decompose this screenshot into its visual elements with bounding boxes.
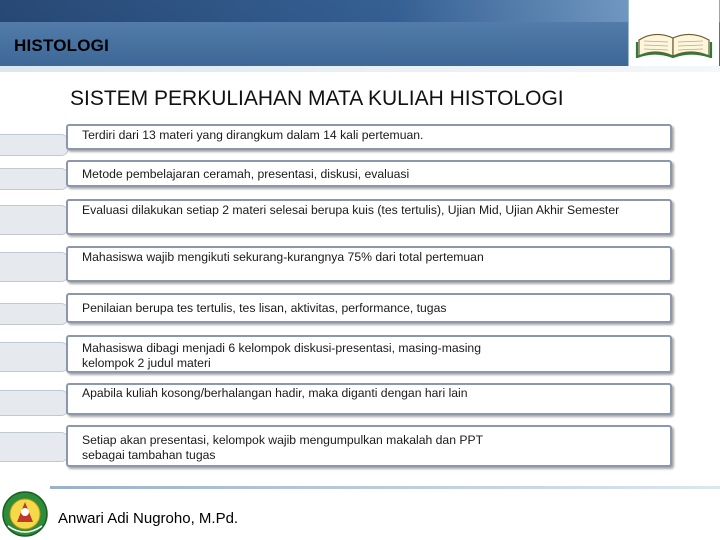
item-tab xyxy=(0,303,69,325)
item-tab xyxy=(0,168,69,190)
item-tab xyxy=(0,342,69,372)
item-tab xyxy=(0,134,69,156)
item-tab xyxy=(0,390,69,416)
list-item-text: Penilaian berupa tes tertulis, tes lisan, aktivitas, performance, tugas xyxy=(82,301,447,315)
item-tab xyxy=(0,432,69,462)
item-tab xyxy=(0,252,69,282)
university-logo-icon xyxy=(0,488,50,538)
footer-author: Anwari Adi Nugroho, M.Pd. xyxy=(58,510,239,527)
header-highlight xyxy=(0,0,720,22)
list-item-text: Metode pembelajaran ceramah, presentasi, diskusi, evaluasi xyxy=(82,167,410,181)
list-item xyxy=(66,160,672,187)
list-item xyxy=(66,124,672,150)
header-title: HISTOLOGI xyxy=(14,36,109,55)
book-logo-box xyxy=(628,0,719,66)
list-item xyxy=(66,383,672,415)
header-divider xyxy=(0,66,720,72)
list-item-text: Evaluasi dilakukan setiap 2 materi selesai berupa kuis (tes tertulis), Ujian Mid, Ujian Akhir Semester xyxy=(82,203,620,217)
list-item xyxy=(66,199,672,235)
list-item-text: Mahasiswa wajib mengikuti sekurang-kurangnya 75% dari total pertemuan xyxy=(82,250,484,264)
footer-divider xyxy=(50,486,720,489)
list-item-text: Apabila kuliah kosong/berhalangan hadir, maka diganti dengan hari lain xyxy=(82,386,468,400)
list-item xyxy=(66,293,672,323)
item-tab xyxy=(0,205,69,235)
slide-title: SISTEM PERKULIAHAN MATA KULIAH HISTOLOGI xyxy=(70,87,564,110)
list-item xyxy=(66,425,672,467)
list-item-text: Terdiri dari 13 materi yang dirangkum dalam 14 kali pertemuan. xyxy=(82,128,424,142)
list-item-text: Setiap akan presentasi, kelompok wajib mengumpulkan makalah dan PPT sebagai tambahan tugas xyxy=(82,433,483,462)
list-item xyxy=(66,246,672,282)
list-item-text: Mahasiswa dibagi menjadi 6 kelompok diskusi-presentasi, masing-masing kelompok 2 judul materi xyxy=(82,341,481,370)
open-book-icon xyxy=(633,10,715,58)
list-item xyxy=(66,335,672,373)
